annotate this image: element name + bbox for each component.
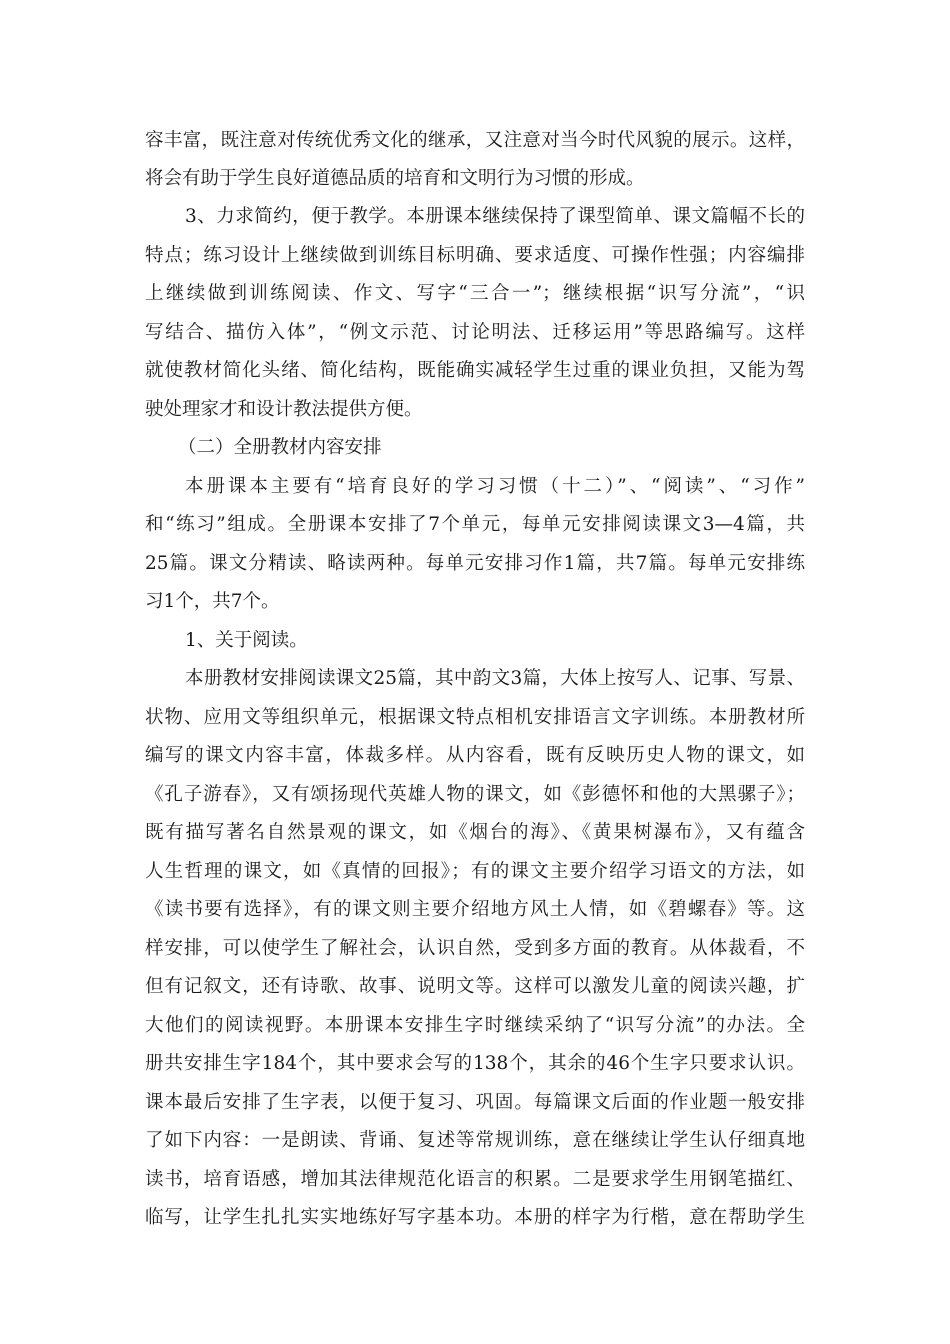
text-line: 状物、应用文等组织单元，根据课文特点相机安排语言文字训练。本册教材所 bbox=[145, 707, 805, 728]
text-line: 既有描写著名自然景观的课文，如《烟台的海》、《黄果树瀑布》，又有蕴含 bbox=[145, 822, 805, 843]
text-line: 《读书要有选择》，有的课文则主要介绍地方风土人情，如《碧螺春》等。这 bbox=[145, 899, 805, 920]
text-line: 3、力求简约，便于教学。本册课本继续保持了课型简单、课文篇幅不长的 bbox=[185, 206, 805, 227]
text-line: 将会有助于学生良好道德品质的培育和文明行为习惯的形成。 bbox=[145, 168, 645, 189]
text-line: 编写的课文内容丰富，体裁多样。从内容看，既有反映历史人物的课文，如 bbox=[145, 745, 805, 766]
text-line: 但有记叙文，还有诗歌、故事、说明文等。这样可以激发儿童的阅读兴趣，扩 bbox=[145, 976, 805, 997]
text-line: 读书，培育语感，增加其法律规范化语言的积累。二是要求学生用钢笔描红、 bbox=[145, 1169, 805, 1190]
text-line: 容丰富，既注意对传统优秀文化的继承，又注意对当今时代风貌的展示。这样， bbox=[145, 130, 805, 151]
section-heading: （二）全册教材内容安排 bbox=[178, 437, 382, 458]
text-line: 本册教材安排阅读课文25篇，其中韵文3篇，大体上按写人、记事、写景、 bbox=[185, 668, 805, 689]
text-line: 样安排，可以使学生了解社会，认识自然，受到多方面的教育。从体裁看，不 bbox=[145, 938, 805, 959]
text-line: 大他们的阅读视野。本册课本安排生字时继续采纳了“识写分流”的办法。全 bbox=[145, 1015, 805, 1036]
text-line: 上继续做到训练阅读、作文、写字“三合一”；继续根据“识写分流”，“识 bbox=[145, 283, 805, 304]
text-line: 写结合、描仿入体”，“例文示范、讨论明法、迁移运用”等思路编写。这样 bbox=[145, 322, 805, 343]
text-line: 习1个，共7个。 bbox=[145, 591, 280, 612]
text-line: 就使教材简化头绪、简化结构，既能确实减轻学生过重的课业负担，又能为驾 bbox=[145, 360, 805, 381]
text-line: 册共安排生字184个，其中要求会写的138个，其余的46个生字只要求认识。 bbox=[145, 1053, 805, 1074]
text-line: 课本最后安排了生字表，以便于复习、巩固。每篇课文后面的作业题一般安排 bbox=[145, 1092, 805, 1113]
text-line: 驶处理家才和设计教法提供方便。 bbox=[145, 399, 423, 420]
text-line: 了如下内容：一是朗读、背诵、复述等常规训练，意在继续让学生认仔细真地 bbox=[145, 1130, 805, 1151]
text-line: 本册课本主要有“培育良好的学习习惯（十二）”、“阅读”、“习作” bbox=[185, 476, 805, 497]
subsection-heading: 1、关于阅读。 bbox=[185, 630, 308, 651]
text-line: 临写，让学生扎扎实实地练好写字基本功。本册的样字为行楷，意在帮助学生 bbox=[145, 1207, 805, 1228]
text-line: 和“练习”组成。全册课本安排了7个单元，每单元安排阅读课文3—4篇，共 bbox=[145, 514, 805, 535]
text-line: 《孔子游春》，又有颂扬现代英雄人物的课文，如《彭德怀和他的大黑骡子》； bbox=[145, 784, 805, 805]
text-line: 25篇。课文分精读、略读两种。每单元安排习作1篇，共7篇。每单元安排练 bbox=[145, 553, 805, 574]
text-line: 特点；练习设计上继续做到训练目标明确、要求适度、可操作性强；内容编排 bbox=[145, 245, 805, 266]
text-line: 人生哲理的课文，如《真情的回报》；有的课文主要介绍学习语文的方法，如 bbox=[145, 861, 805, 882]
